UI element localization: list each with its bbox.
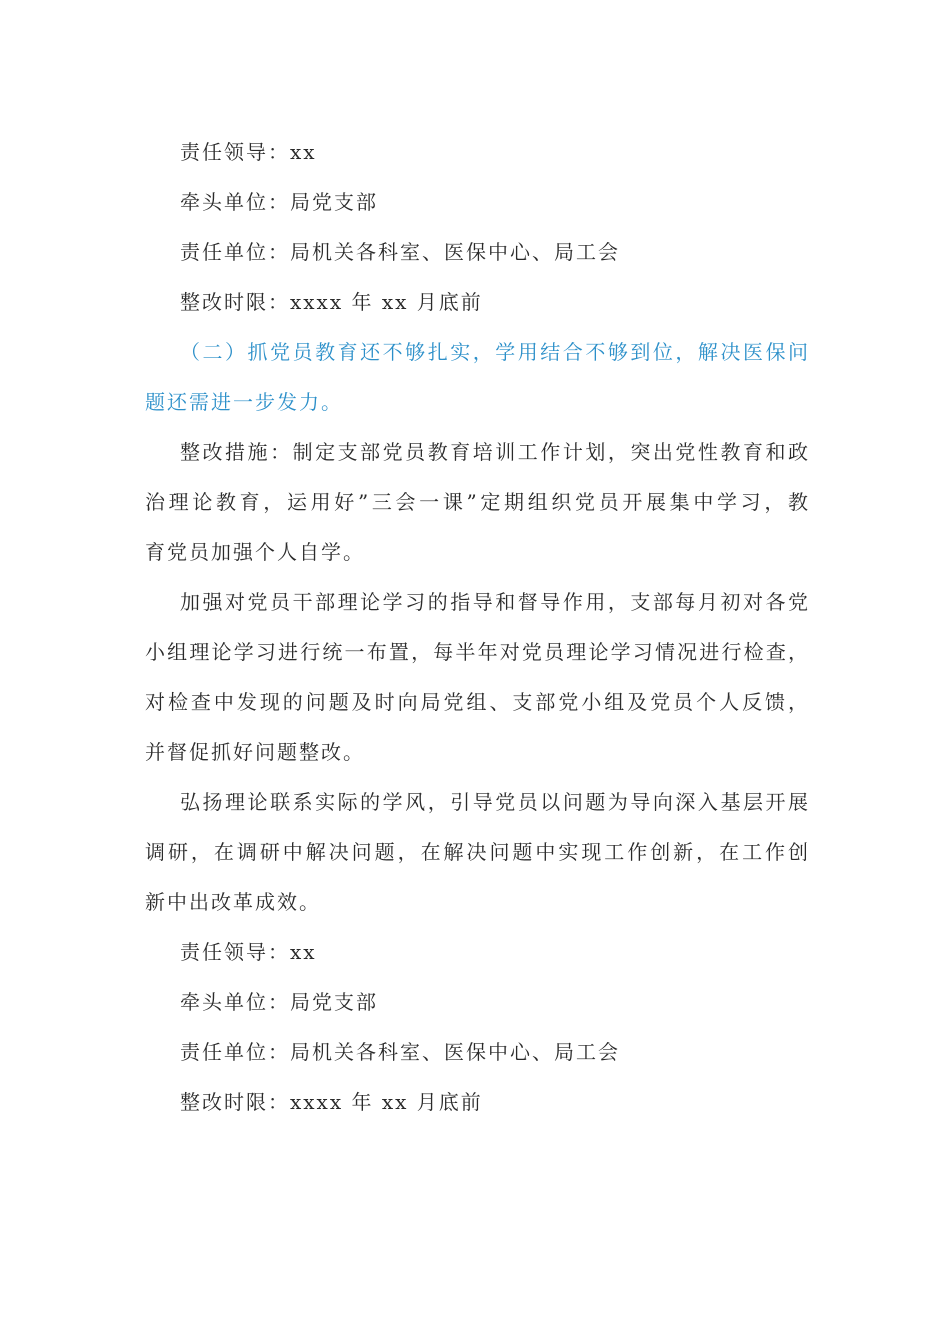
responsible-leader: 责任领导：xx [180,940,317,964]
document-page [145,127,810,1127]
study-paragraph-line: 并督促抓好问题整改。 [145,740,365,764]
style-paragraph-line: 调研，在调研中解决问题，在解决问题中实现工作创新，在工作创 [145,840,810,864]
study-paragraph-line: 加强对党员干部理论学习的指导和督导作用，支部每月初对各党 [180,590,810,614]
lead-unit: 牵头单位：局党支部 [180,990,378,1014]
style-paragraph-line: 新中出改革成效。 [145,890,321,914]
study-paragraph-line: 对检查中发现的问题及时向局党组、支部党小组及党员个人反馈， [145,690,810,714]
style-paragraph-line: 弘扬理论联系实际的学风，引导党员以问题为导向深入基层开展 [180,790,810,814]
responsible-units: 责任单位：局机关各科室、医保中心、局工会 [180,240,620,264]
lead-unit: 牵头单位：局党支部 [180,190,378,214]
deadline: 整改时限：xxxx 年 xx 月底前 [180,1090,483,1114]
responsible-units: 责任单位：局机关各科室、医保中心、局工会 [180,1040,620,1064]
deadline: 整改时限：xxxx 年 xx 月底前 [180,290,483,314]
measures-paragraph-line: 治理论教育，运用好”三会一课”定期组织党员开展集中学习，教 [145,490,810,514]
section-heading-line: （二）抓党员教育还不够扎实，学用结合不够到位，解决医保问 [180,340,810,364]
measures-paragraph-line: 整改措施：制定支部党员教育培训工作计划，突出党性教育和政 [180,440,810,464]
study-paragraph-line: 小组理论学习进行统一布置，每半年对党员理论学习情况进行检查， [145,640,810,664]
measures-paragraph-line: 育党员加强个人自学。 [145,540,365,564]
section-heading-line: 题还需进一步发力。 [145,390,343,414]
responsible-leader: 责任领导：xx [180,140,317,164]
